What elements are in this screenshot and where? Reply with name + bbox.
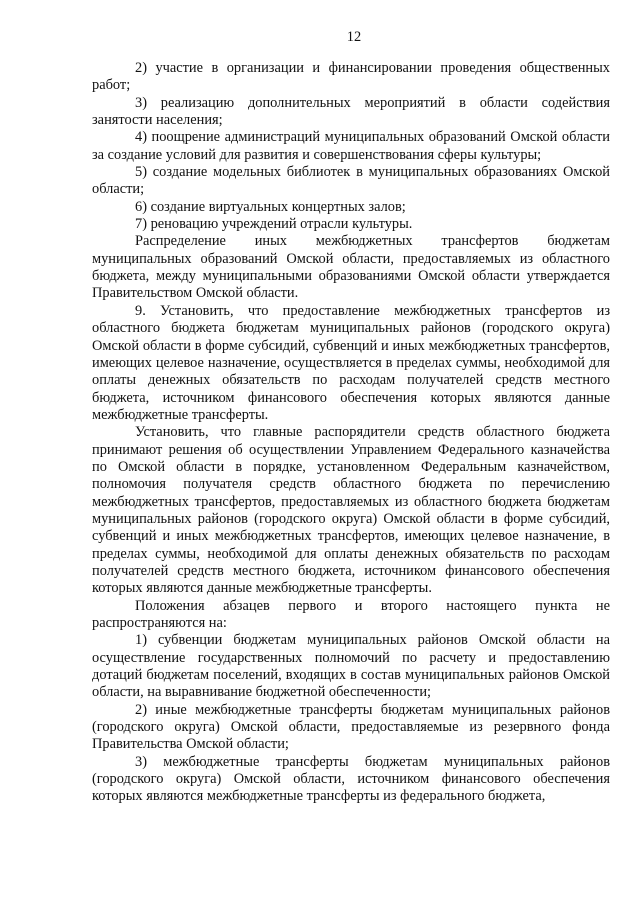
paragraph-exception-1: 1) субвенции бюджетам муниципальных районов Омской области на осуществление государственных полномочий по расчету и предоставлению дотаций бюджетам поселений, входящих в состав муниципальных районов Омской области, на выравнивание бюджетной обеспеченности; — [92, 632, 610, 701]
paragraph-exceptions-intro: Положения абзацев первого и второго настоящего пункта не распространяются на: — [92, 597, 610, 631]
paragraph-item-5: 5) создание модельных библиотек в муниципальных образованиях Омской области; — [92, 164, 610, 198]
paragraph-distribution: Распределение иных межбюджетных трансфертов бюджетам муниципальных образований Омской области, предоставляемых из областного бюджета, между муниципальными образованиями Омской области утверждается Правительством Омской области. — [92, 233, 610, 302]
paragraph-exception-3: 3) межбюджетные трансферты бюджетам муниципальных районов (городского округа) Омской области, источником финансового обеспечения которых являются межбюджетные трансферты из федерального бюджета, — [92, 753, 610, 805]
paragraph-clause-9-second: Установить, что главные распорядители средств областного бюджета принимают решения об осуществлении Управлением Федерального казначейства по Омской области в порядке, установленном Федеральным казначейством, полномочия получателя средств областного бюджета по перечислению межбюджетных трансфертов, предоставляемых из областного бюджета бюджетам муниципальных районов (городского округа) Омской области в форме субсидий, субвенций и иных межбюджетных трансфертов, имеющих целевое назначение, в пределах суммы, необходимой для оплаты денежных обязательств по расходам получателей средств местного бюджета, источником финансового обеспечения которых являются данные межбюджетные трансферты. — [92, 424, 610, 597]
paragraph-item-3: 3) реализацию дополнительных мероприятий в области содействия занятости населения; — [92, 94, 610, 129]
paragraph-clause-9: 9. Установить, что предоставление межбюджетных трансфертов из областного бюджета бюджетам муниципальных районов (городского округа) Омской области в форме субсидий, субвенций и иных межбюджетных трансфертов, имеющих целевое назначение, осуществляется в пределах суммы, необходимой для оплаты денежных обязательств по расходам получателей средств местного бюджета, источником финансового обеспечения которых являются данные межбюджетные трансферты. — [92, 302, 610, 423]
paragraph-exception-2: 2) иные межбюджетные трансферты бюджетам муниципальных районов (городского округа) Омской области, предоставляемые из резервного фонда Правительства Омской области; — [92, 701, 610, 753]
document-body — [92, 60, 610, 806]
paragraph-item-7: 7) реновацию учреждений отрасли культуры. — [135, 216, 413, 233]
paragraph-item-6: 6) создание виртуальных концертных залов; — [135, 198, 406, 215]
page-number: 12 — [346, 29, 362, 45]
paragraph-item-2: 2) участие в организации и финансировании проведения общественных работ; — [92, 60, 610, 94]
paragraph-item-4: 4) поощрение администраций муниципальных образований Омской области за создание условий для развития и совершенствования сферы культуры; — [92, 129, 610, 163]
